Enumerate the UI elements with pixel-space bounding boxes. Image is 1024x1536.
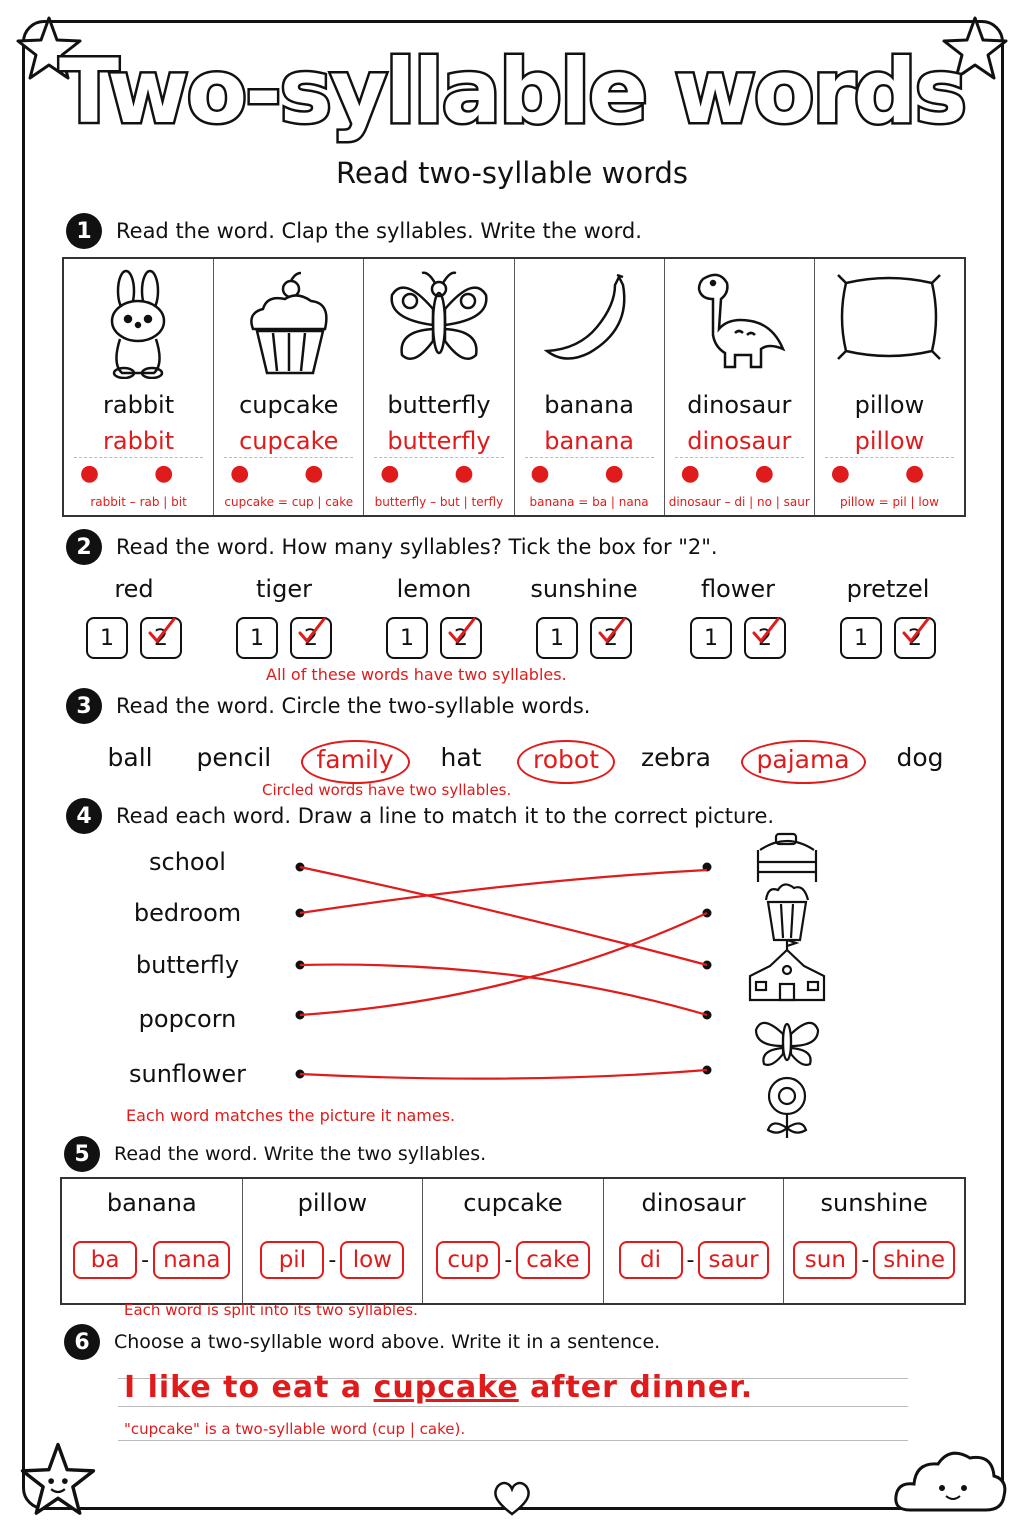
syllable-dots: ● ● [230, 461, 348, 486]
syllable-split-cell [423, 1179, 604, 1303]
split-word: cupcake [463, 1189, 563, 1217]
question-word: sunshine [530, 575, 638, 603]
syllable-dash: - [141, 1247, 150, 1273]
box-label: 2 [454, 625, 468, 651]
question-word: red [114, 575, 154, 603]
card-written-answer: cupcake [224, 427, 353, 458]
sentence-part: after dinner. [518, 1370, 754, 1405]
writing-line [118, 1440, 908, 1441]
syllable-dots: ● ● [830, 461, 949, 486]
box-label: 2 [304, 625, 318, 651]
box-label: 1 [250, 625, 264, 651]
circled-word[interactable]: robot [517, 740, 615, 784]
answer-note: Circled words have two syllables. [262, 781, 512, 799]
section-instruction: Choose a two-syllable word above. Write it in a sentence. [114, 1331, 661, 1353]
box-label: 1 [100, 625, 114, 651]
section-number: 3 [66, 688, 102, 724]
match-line [300, 870, 707, 913]
circled-word[interactable]: family [301, 740, 410, 784]
card-word: pillow [854, 391, 925, 419]
second-syllable-box[interactable]: saur [698, 1241, 768, 1279]
syllable-dots: ● ● [79, 461, 198, 486]
section-number: 1 [66, 213, 102, 249]
second-syllable-box[interactable]: nana [153, 1241, 230, 1279]
sentence-part: I like to eat a [124, 1370, 374, 1405]
section-instruction: Read each word. Draw a line to match it to the correct picture. [116, 804, 775, 828]
match-word: popcorn [138, 1005, 237, 1033]
word-option[interactable]: dog [896, 743, 944, 772]
card-written-answer: rabbit [74, 427, 203, 458]
page-subtitle: Read two-syllable words [336, 156, 688, 190]
syllable-split-cell [784, 1179, 964, 1303]
box-label: 2 [908, 625, 922, 651]
circled-word[interactable]: pajama [741, 740, 866, 784]
syllable-split-cell [62, 1179, 243, 1303]
card-written-answer: dinosaur [675, 427, 804, 458]
section-5-header [64, 1136, 486, 1172]
match-line [300, 965, 707, 1015]
question-word: tiger [256, 575, 312, 603]
match-word: school [149, 848, 226, 876]
second-syllable-box[interactable]: low [340, 1241, 404, 1279]
box-label: 2 [758, 625, 772, 651]
question-word: pretzel [846, 575, 930, 603]
split-word: pillow [297, 1189, 368, 1217]
match-word: sunflower [129, 1060, 246, 1088]
box-label: 1 [854, 625, 868, 651]
card-written-answer: butterfly [374, 427, 503, 458]
section-instruction: Read the word. Circle the two-syllable words. [116, 694, 591, 718]
match-word: bedroom [133, 899, 242, 927]
answer-note: All of these words have two syllables. [266, 665, 567, 684]
word-option[interactable]: hat [440, 743, 482, 772]
syllable-split: pillow = pil | low [839, 495, 939, 509]
word-option[interactable]: ball [107, 743, 153, 772]
popcorn-icon [766, 884, 808, 940]
match-line [300, 867, 707, 965]
bed-icon [758, 834, 816, 882]
syllable-split-table [60, 1177, 966, 1305]
answer-note: Each word matches the picture it names. [126, 1106, 456, 1125]
answer-note: "cupcake" is a two-syllable word (cup | cake). [124, 1420, 466, 1438]
syllable-dots: ● ● [680, 461, 798, 486]
syllable-dash: - [328, 1247, 337, 1273]
syllable-split-cell [243, 1179, 424, 1303]
box-label: 2 [154, 625, 168, 651]
section-instruction: Read the word. How many syllables? Tick the box for "2". [116, 535, 718, 559]
split-word: banana [106, 1189, 197, 1217]
syllable-dash: - [686, 1247, 695, 1273]
syllable-split: butterfly – but | terfly [374, 495, 504, 509]
section-number: 4 [66, 798, 102, 834]
section-number: 6 [64, 1324, 100, 1360]
page-title: Two-syllable words [58, 40, 966, 143]
split-word: sunshine [820, 1189, 928, 1217]
syllable-split: banana = ba | nana [529, 495, 649, 509]
card-word: cupcake [239, 391, 339, 419]
section-6-header [64, 1324, 660, 1360]
sentence-keyword: cupcake [373, 1370, 519, 1405]
card-word: butterfly [387, 391, 491, 419]
box-label: 1 [704, 625, 718, 651]
question-word: flower [700, 575, 776, 603]
sunflower-icon [768, 1078, 806, 1138]
card-word: banana [544, 391, 634, 419]
sentence-answer [124, 1370, 753, 1405]
card-written-answer: pillow [825, 427, 954, 458]
first-syllable-box[interactable]: di [619, 1241, 683, 1279]
syllable-dots: ● ● [380, 461, 498, 486]
school-icon [750, 940, 824, 1000]
second-syllable-box[interactable]: shine [873, 1241, 955, 1279]
box-label: 1 [550, 625, 564, 651]
syllable-split: rabbit – rab | bit [90, 495, 187, 509]
first-syllable-box[interactable]: ba [73, 1241, 137, 1279]
syllable-split-cell [604, 1179, 785, 1303]
word-option[interactable]: pencil [196, 743, 272, 772]
card-word: dinosaur [687, 391, 792, 419]
card-word: rabbit [103, 391, 175, 419]
section-instruction: Read the word. Clap the syllables. Write the word. [116, 219, 642, 243]
butterfly-icon [756, 1023, 818, 1065]
card-written-answer: banana [525, 427, 654, 458]
box-label: 1 [400, 625, 414, 651]
first-syllable-box[interactable]: pil [260, 1241, 324, 1279]
section-number: 5 [64, 1136, 100, 1172]
syllable-dash: - [504, 1247, 513, 1273]
match-line [300, 1070, 707, 1079]
word-option[interactable]: zebra [641, 743, 711, 772]
syllable-split: dinosaur – di | no | saur [668, 495, 810, 509]
syllable-dash: - [861, 1247, 870, 1273]
syllable-dots: ● ● [530, 461, 648, 486]
section-number: 2 [66, 529, 102, 565]
match-word: butterfly [135, 951, 240, 979]
first-syllable-box[interactable]: sun [793, 1241, 857, 1279]
box-label: 2 [604, 625, 618, 651]
writing-line [118, 1406, 908, 1407]
first-syllable-box[interactable]: cup [436, 1241, 500, 1279]
question-word: lemon [396, 575, 472, 603]
split-word: dinosaur [641, 1189, 746, 1217]
second-syllable-box[interactable]: cake [516, 1241, 589, 1279]
section-instruction: Read the word. Write the two syllables. [114, 1143, 487, 1165]
answer-note: Each word is split into its two syllables. [124, 1301, 418, 1319]
syllable-split: cupcake = cup | cake [224, 495, 354, 509]
